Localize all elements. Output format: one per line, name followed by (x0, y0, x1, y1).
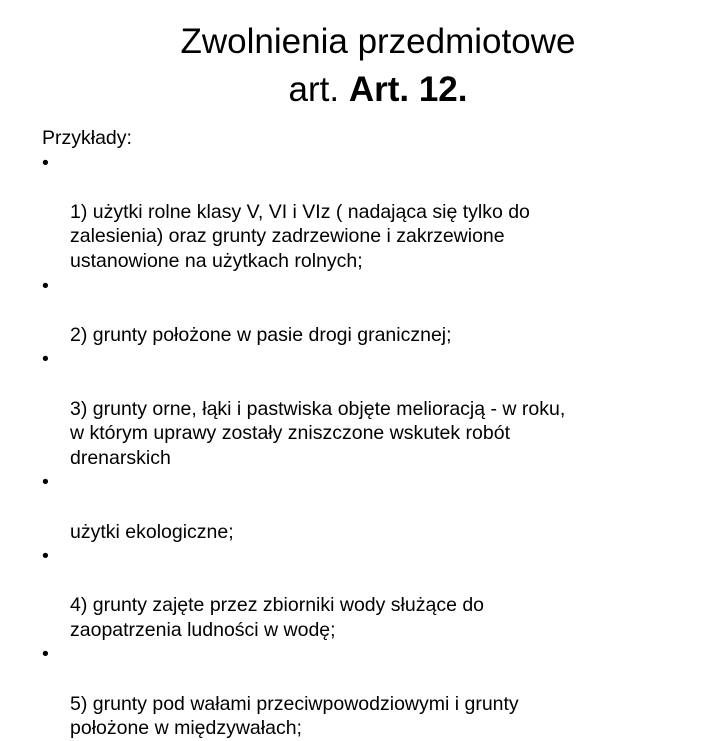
intro-text: Przykłady: (42, 127, 132, 149)
bullet-icon: • (42, 471, 49, 494)
list-item (42, 274, 702, 348)
bullet-list (42, 151, 702, 741)
title-line-2-prefix: art. (288, 70, 349, 109)
slide-title (36, 18, 720, 114)
bullet-icon: • (42, 545, 49, 568)
list-item (42, 470, 702, 544)
list-item (42, 544, 702, 642)
bullet-icon: • (42, 348, 49, 371)
list-item-text: 1) użytki rolne klasy V, VI i VIz ( nadająca się tylko do zalesienia) oraz grunty zadrzewione i zakrzewione ustanowione na użytkach rolnych; (70, 200, 530, 272)
bullet-icon: • (42, 151, 49, 174)
list-item-text: 5) grunty pod wałami przeciwpowodziowymi i grunty położone w międzywałach; (70, 692, 519, 740)
list-item-text: 3) grunty orne, łąki i pastwiska objęte melioracją - w roku, w którym uprawy zostały zniszczone wskutek robót drenarskich (70, 397, 566, 469)
slide-content (42, 126, 702, 741)
list-item-text: użytki ekologiczne; (70, 520, 234, 543)
bullet-icon: • (42, 274, 49, 297)
list-item-text: 4) grunty zajęte przez zbiorniki wody służące do zaopatrzenia ludności w wodę; (70, 594, 485, 641)
list-item (42, 642, 702, 740)
title-line-2 (36, 66, 720, 114)
list-item (42, 151, 702, 274)
bullet-icon: • (42, 643, 49, 666)
title-line-1: Zwolnienia przedmiotowe (180, 22, 576, 61)
title-line-2-bold: Art. 12. (348, 70, 468, 109)
list-item (42, 347, 702, 470)
list-item-text: 2) grunty położone w pasie drogi granicznej; (70, 323, 452, 346)
